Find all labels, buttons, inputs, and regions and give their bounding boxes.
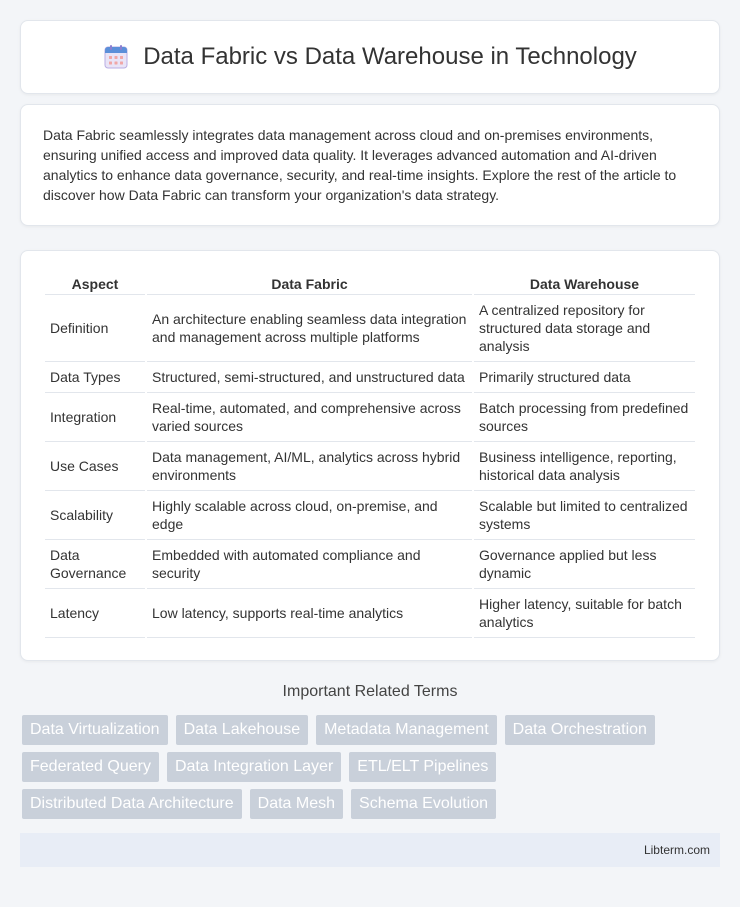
comparison-table <box>43 271 697 638</box>
row-aspect: Latency <box>45 589 145 638</box>
row-aspect: Data Types <box>45 362 145 393</box>
row-data-fabric: Embedded with automated compliance and security <box>147 540 472 589</box>
header-data-warehouse: Data Warehouse <box>474 271 695 295</box>
footer-site-link[interactable]: Libterm.com <box>643 843 710 857</box>
page-footer <box>20 833 720 867</box>
row-data-warehouse: A centralized repository for structured data storage and analysis <box>474 295 695 362</box>
related-term-tag[interactable]: Federated Query <box>22 752 159 782</box>
table-row <box>45 442 695 491</box>
row-data-warehouse: Business intelligence, reporting, historical data analysis <box>474 442 695 491</box>
related-term-tag[interactable]: Data Orchestration <box>505 715 655 745</box>
row-data-warehouse: Batch processing from predefined sources <box>474 393 695 442</box>
row-aspect: Definition <box>45 295 145 362</box>
related-term-tag[interactable]: Data Virtualization <box>22 715 168 745</box>
table-row <box>45 295 695 362</box>
header-aspect: Aspect <box>45 271 145 295</box>
row-aspect: Integration <box>45 393 145 442</box>
row-aspect: Use Cases <box>45 442 145 491</box>
header-data-fabric: Data Fabric <box>147 271 472 295</box>
row-data-fabric: Low latency, supports real-time analytics <box>147 589 472 638</box>
table-row <box>45 540 695 589</box>
table-row <box>45 491 695 540</box>
related-term-tag[interactable]: Metadata Management <box>316 715 497 745</box>
row-data-warehouse: Governance applied but less dynamic <box>474 540 695 589</box>
calendar-icon <box>103 44 129 70</box>
page-title: Data Fabric vs Data Warehouse in Technology <box>143 43 637 70</box>
table-header-row <box>45 271 695 295</box>
comparison-card <box>20 250 720 661</box>
related-term-tag[interactable]: Data Lakehouse <box>176 715 309 745</box>
row-data-fabric: Structured, semi-structured, and unstructured data <box>147 362 472 393</box>
row-data-fabric: Real-time, automated, and comprehensive across varied sources <box>147 393 472 442</box>
related-term-tag[interactable]: Distributed Data Architecture <box>22 789 242 819</box>
row-data-fabric: Highly scalable across cloud, on-premise, and edge <box>147 491 472 540</box>
row-aspect: Data Governance <box>45 540 145 589</box>
row-data-fabric: Data management, AI/ML, analytics across hybrid environments <box>147 442 472 491</box>
related-term-tag[interactable]: Data Mesh <box>250 789 343 819</box>
related-terms-list <box>0 715 740 819</box>
intro-card <box>20 104 720 226</box>
related-term-tag[interactable]: Data Integration Layer <box>167 752 341 782</box>
table-row <box>45 362 695 393</box>
table-row <box>45 393 695 442</box>
row-data-fabric: An architecture enabling seamless data integration and management across multiple platforms <box>147 295 472 362</box>
row-data-warehouse: Primarily structured data <box>474 362 695 393</box>
related-term-tag[interactable]: ETL/ELT Pipelines <box>349 752 496 782</box>
row-data-warehouse: Scalable but limited to centralized systems <box>474 491 695 540</box>
intro-text: Data Fabric seamlessly integrates data management across cloud and on-premises environments, ensuring unified access and improved data quality. It leverages advanced automation and AI-driven analytics to enhance data governance, security, and real-time insights. Explore the rest of the article to discover how Data Fabric can transform your organization's data strategy. <box>43 127 677 203</box>
related-terms-title: Important Related Terms <box>282 683 458 700</box>
page-header <box>20 20 720 94</box>
table-row <box>45 589 695 638</box>
related-term-tag[interactable]: Schema Evolution <box>351 789 496 819</box>
row-data-warehouse: Higher latency, suitable for batch analytics <box>474 589 695 638</box>
row-aspect: Scalability <box>45 491 145 540</box>
